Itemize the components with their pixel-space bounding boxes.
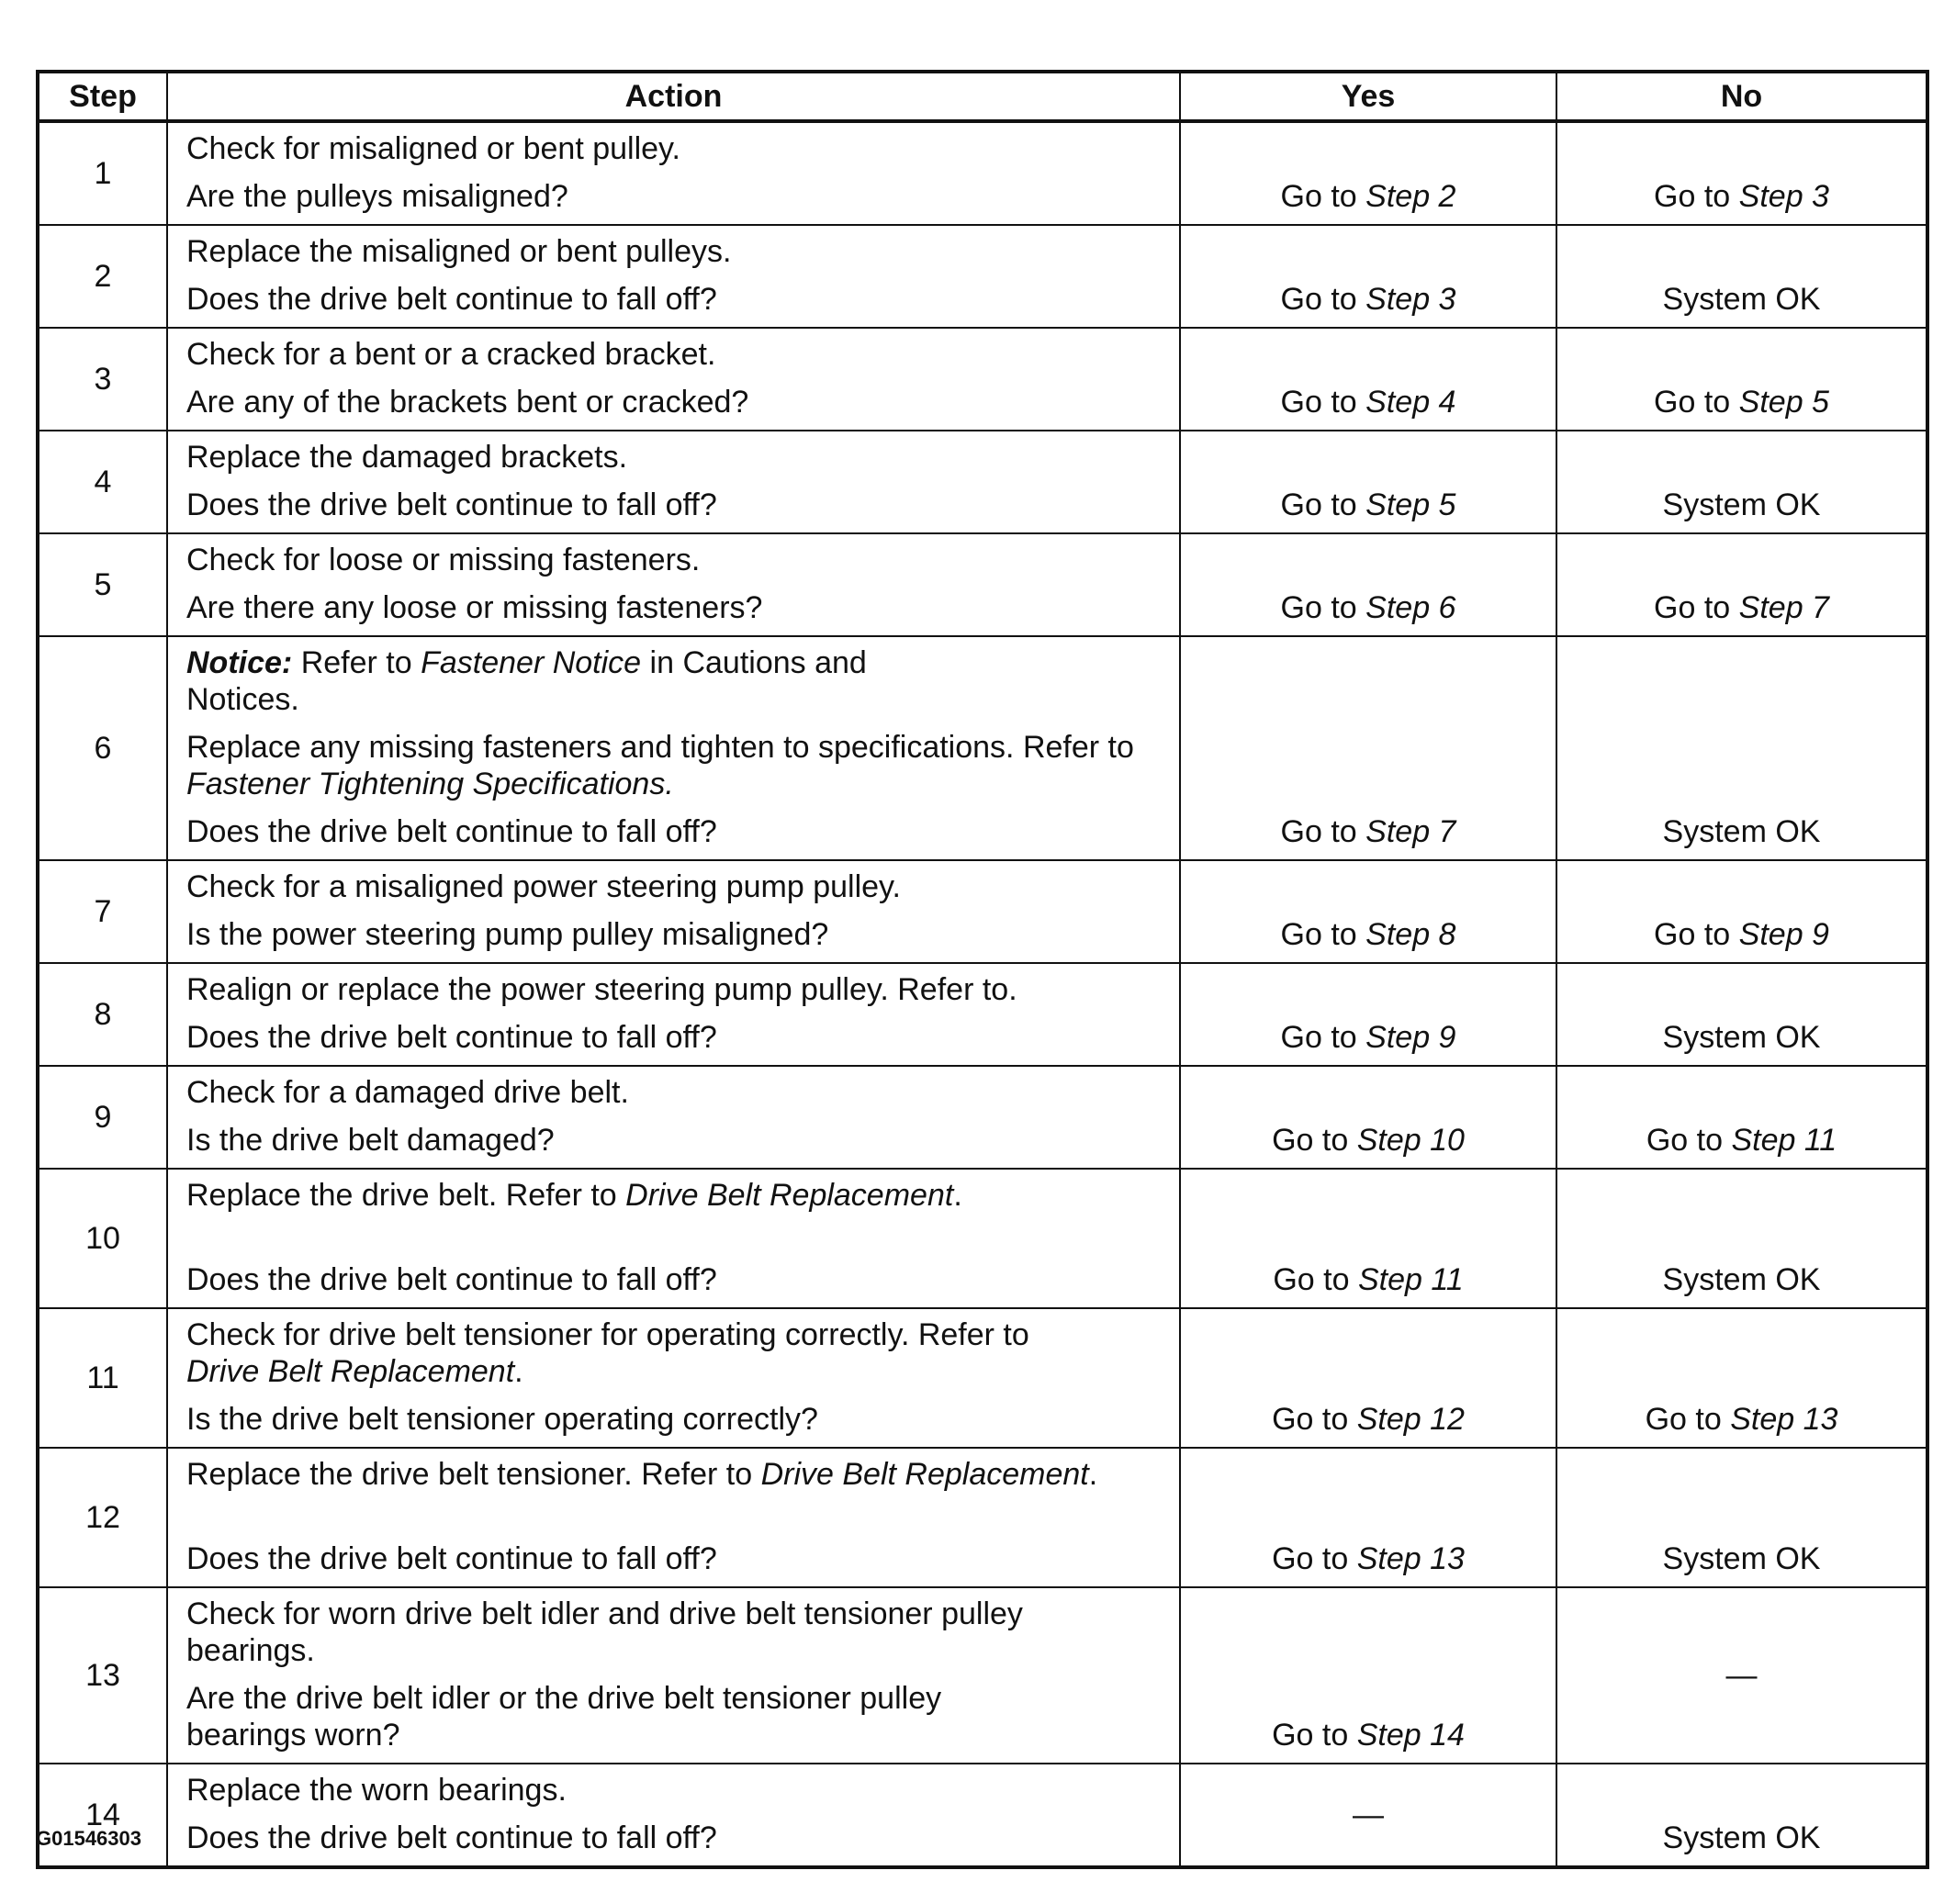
yes-prefix: Go to (1280, 814, 1357, 849)
action-cell (167, 860, 1180, 963)
drive-belt-replacement-link[interactable]: Drive Belt Replacement (625, 1178, 954, 1213)
step-number: 3 (38, 328, 167, 431)
action-question: Does the drive belt continue to fall off? (186, 1541, 717, 1576)
action-cell (167, 533, 1180, 636)
step-number: 6 (38, 636, 167, 860)
action-instruction: Realign or replace the power steering pump pulley. Refer to. (186, 972, 1017, 1007)
instruction-end: . (953, 1178, 962, 1213)
no-cell (1556, 431, 1927, 533)
no-result: System OK (1662, 1262, 1821, 1297)
no-step-link[interactable]: Step 9 (1738, 917, 1829, 952)
yes-cell (1180, 1587, 1556, 1764)
yes-step-link[interactable]: Step 12 (1356, 1402, 1465, 1437)
yes-prefix: Go to (1272, 1718, 1349, 1753)
header-step: Step (38, 72, 167, 121)
action-instruction (186, 1177, 1164, 1214)
yes-step-link[interactable]: Step 10 (1356, 1123, 1465, 1158)
yes-step-link[interactable]: Step 7 (1365, 814, 1456, 849)
action-instruction: Check for loose or missing fasteners. (186, 543, 701, 577)
yes-prefix: Go to (1272, 1123, 1349, 1158)
yes-step-link[interactable]: Step 14 (1356, 1718, 1465, 1753)
yes-prefix: Go to (1272, 1541, 1349, 1576)
action-question: Does the drive belt continue to fall off? (186, 1262, 717, 1297)
no-prefix: Go to (1654, 179, 1731, 214)
yes-step-link[interactable]: Step 3 (1365, 282, 1456, 317)
notice-text: Refer to (300, 645, 412, 680)
diagnostic-table (36, 70, 1929, 1869)
yes-cell (1180, 963, 1556, 1066)
notice-text-end: in Cautions and Notices. (186, 645, 867, 717)
no-result: System OK (1662, 1020, 1821, 1055)
action-cell (167, 1587, 1180, 1764)
action-instruction: Check for a misaligned power steering pump pulley. (186, 869, 901, 904)
replace-text: Replace any missing fasteners and tighten to specifications. Refer to (186, 730, 1134, 765)
no-prefix: Go to (1654, 385, 1731, 420)
no-prefix: Go to (1654, 917, 1731, 952)
yes-cell (1180, 1308, 1556, 1448)
no-cell (1556, 1448, 1927, 1587)
yes-result-dash: — (1353, 1797, 1384, 1832)
yes-cell (1180, 225, 1556, 328)
action-cell (167, 963, 1180, 1066)
header-action: Action (167, 72, 1180, 121)
yes-prefix: Go to (1280, 1020, 1357, 1055)
action-question: Does the drive belt continue to fall off? (186, 1820, 717, 1855)
action-cell (167, 1066, 1180, 1169)
table-row (38, 1764, 1927, 1867)
notice-paragraph (186, 644, 1164, 718)
step-number: 1 (38, 121, 167, 225)
no-cell (1556, 121, 1927, 225)
table-row (38, 431, 1927, 533)
yes-prefix: Go to (1280, 917, 1357, 952)
yes-prefix: Go to (1280, 179, 1357, 214)
step-number: 5 (38, 533, 167, 636)
no-step-link[interactable]: Step 11 (1731, 1123, 1837, 1158)
step-number: 7 (38, 860, 167, 963)
yes-prefix: Go to (1272, 1402, 1349, 1437)
no-cell (1556, 1764, 1927, 1867)
action-cell (167, 225, 1180, 328)
no-result-dash: — (1725, 1657, 1758, 1693)
no-cell (1556, 533, 1927, 636)
drive-belt-replacement-link[interactable]: Drive Belt Replacement (186, 1354, 515, 1389)
action-cell (167, 1448, 1180, 1587)
step-number: 10 (38, 1169, 167, 1308)
yes-step-link[interactable]: Step 6 (1365, 590, 1456, 625)
step-number: 9 (38, 1066, 167, 1169)
action-instruction: Check for a bent or a cracked bracket. (186, 337, 716, 372)
fastener-notice-link[interactable]: Fastener Notice (421, 645, 642, 680)
action-cell (167, 121, 1180, 225)
action-instruction: Check for misaligned or bent pulley. (186, 131, 680, 166)
yes-prefix: Go to (1280, 487, 1357, 522)
yes-cell (1180, 1764, 1556, 1867)
action-instruction: Replace the worn bearings. (186, 1773, 567, 1808)
yes-prefix: Go to (1273, 1262, 1350, 1297)
action-question: Does the drive belt continue to fall off? (186, 814, 717, 849)
action-instruction (186, 1456, 1164, 1493)
no-result: System OK (1662, 487, 1821, 522)
no-cell (1556, 1169, 1927, 1308)
header-no: No (1556, 72, 1927, 121)
yes-cell (1180, 1066, 1556, 1169)
no-cell (1556, 328, 1927, 431)
yes-prefix: Go to (1280, 282, 1357, 317)
no-prefix: Go to (1645, 1402, 1722, 1437)
action-instruction: Check for a damaged drive belt. (186, 1075, 629, 1110)
no-step-link[interactable]: Step 5 (1738, 385, 1829, 420)
yes-step-link[interactable]: Step 4 (1365, 385, 1456, 420)
yes-step-link[interactable]: Step 9 (1365, 1020, 1456, 1055)
action-question: Does the drive belt continue to fall off? (186, 487, 717, 522)
no-cell (1556, 636, 1927, 860)
action-cell (167, 1308, 1180, 1448)
no-result: System OK (1662, 282, 1821, 317)
yes-cell (1180, 636, 1556, 860)
table-row (38, 963, 1927, 1066)
yes-step-link[interactable]: Step 13 (1356, 1541, 1465, 1576)
action-instruction: Check for worn drive belt idler and drive belt tensioner pulley bearings. (186, 1596, 1023, 1668)
action-instruction: Replace the misaligned or bent pulleys. (186, 234, 732, 269)
table-row (38, 225, 1927, 328)
step-number: 12 (38, 1448, 167, 1587)
yes-prefix: Go to (1280, 590, 1357, 625)
table-row (38, 121, 1927, 225)
table-row (38, 533, 1927, 636)
table-row (38, 1169, 1927, 1308)
action-cell (167, 328, 1180, 431)
instruction-end: . (514, 1354, 523, 1389)
yes-step-link[interactable]: Step 2 (1365, 179, 1456, 214)
action-question: Are the pulleys misaligned? (186, 179, 568, 214)
figure-id: G01546303 (36, 1827, 141, 1850)
action-cell (167, 1764, 1180, 1867)
yes-cell (1180, 431, 1556, 533)
action-question: Does the drive belt continue to fall off? (186, 1020, 717, 1055)
instruction-text: Check for drive belt tensioner for operating correctly. Refer to (186, 1317, 1029, 1352)
no-cell (1556, 860, 1927, 963)
action-instruction: Replace the damaged brackets. (186, 440, 628, 475)
action-cell (167, 431, 1180, 533)
yes-cell (1180, 1169, 1556, 1308)
step-number: 11 (38, 1308, 167, 1448)
no-step-link[interactable]: Step 13 (1730, 1402, 1838, 1437)
step-number: 4 (38, 431, 167, 533)
step-number: 13 (38, 1587, 167, 1764)
action-instruction (186, 729, 1164, 802)
action-question: Is the drive belt damaged? (186, 1123, 555, 1158)
table-row (38, 636, 1927, 860)
action-instruction (186, 1316, 1164, 1390)
no-prefix: Go to (1654, 590, 1731, 625)
table-row (38, 860, 1927, 963)
action-question: Is the drive belt tensioner operating correctly? (186, 1402, 818, 1437)
step-number: 8 (38, 963, 167, 1066)
notice-label: Notice: (186, 645, 293, 680)
no-step-link[interactable]: Step 7 (1738, 590, 1829, 625)
tightening-spec-link[interactable]: Fastener Tightening Specifications. (186, 767, 674, 801)
action-question: Are the drive belt idler or the drive belt tensioner pulley bearings worn? (186, 1681, 942, 1753)
yes-cell (1180, 533, 1556, 636)
yes-prefix: Go to (1280, 385, 1357, 420)
no-cell (1556, 225, 1927, 328)
step-number: 14 (38, 1764, 167, 1867)
header-yes: Yes (1180, 72, 1556, 121)
yes-cell (1180, 860, 1556, 963)
yes-step-link[interactable]: Step 11 (1357, 1262, 1464, 1297)
header-row (38, 72, 1927, 121)
action-question: Are any of the brackets bent or cracked? (186, 385, 749, 420)
action-question: Does the drive belt continue to fall off? (186, 282, 717, 317)
table-row (38, 328, 1927, 431)
action-question: Are there any loose or missing fasteners? (186, 590, 763, 625)
table-row (38, 1308, 1927, 1448)
no-step-link[interactable]: Step 3 (1738, 179, 1829, 214)
instruction-end: . (1088, 1457, 1098, 1492)
action-cell (167, 1169, 1180, 1308)
table-row (38, 1587, 1927, 1764)
yes-cell (1180, 1448, 1556, 1587)
no-result: System OK (1662, 1541, 1821, 1576)
no-cell (1556, 1587, 1927, 1764)
no-result: System OK (1662, 814, 1821, 849)
table-row (38, 1448, 1927, 1587)
action-cell (167, 636, 1180, 860)
no-cell (1556, 1308, 1927, 1448)
table-row (38, 1066, 1927, 1169)
yes-step-link[interactable]: Step 5 (1365, 487, 1456, 522)
no-prefix: Go to (1646, 1123, 1724, 1158)
no-cell (1556, 963, 1927, 1066)
yes-cell (1180, 121, 1556, 225)
yes-step-link[interactable]: Step 8 (1365, 917, 1456, 952)
instruction-text: Replace the drive belt tensioner. Refer to (186, 1457, 753, 1492)
action-question: Is the power steering pump pulley misaligned? (186, 917, 829, 952)
yes-cell (1180, 328, 1556, 431)
drive-belt-replacement-link[interactable]: Drive Belt Replacement (760, 1457, 1089, 1492)
instruction-text: Replace the drive belt. Refer to (186, 1178, 617, 1213)
no-result: System OK (1662, 1820, 1821, 1855)
step-number: 2 (38, 225, 167, 328)
no-cell (1556, 1066, 1927, 1169)
